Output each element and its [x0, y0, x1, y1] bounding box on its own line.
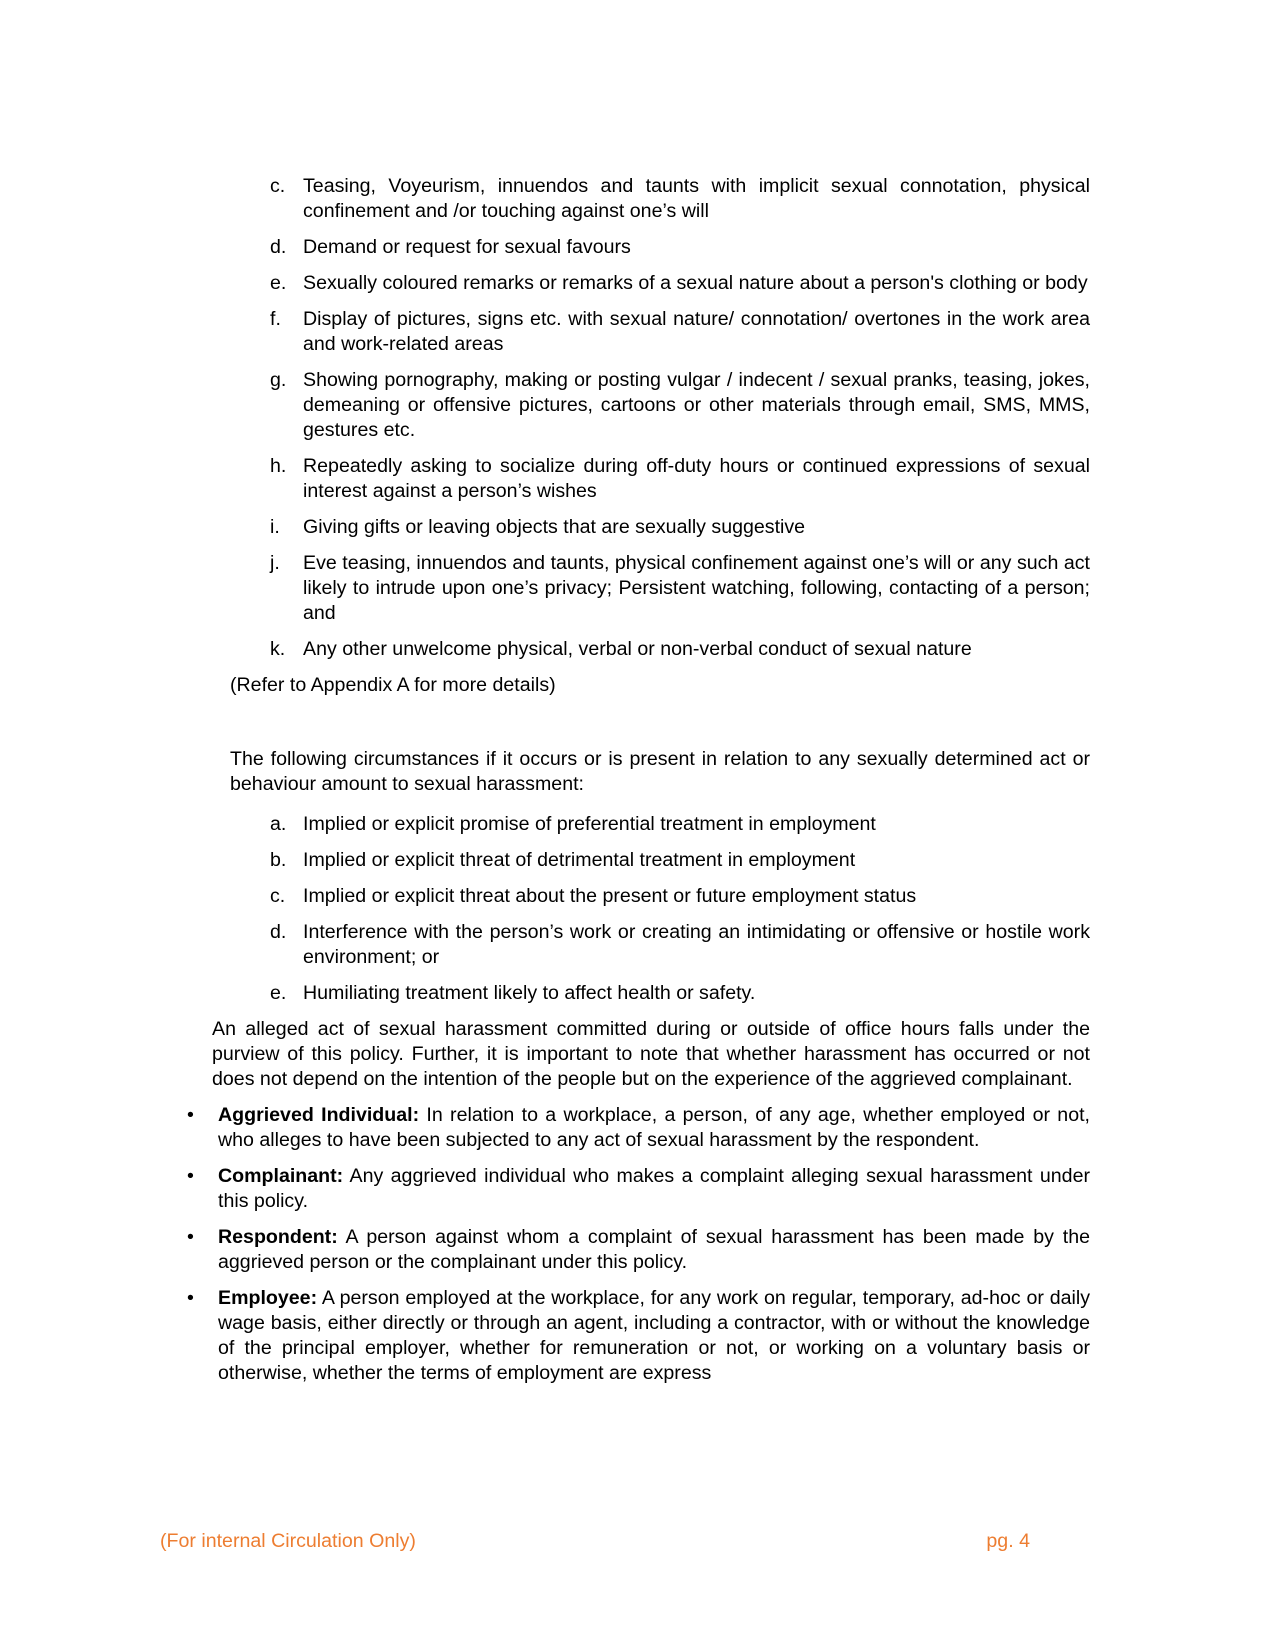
list-item-text: Teasing, Voyeurism, innuendos and taunts with implicit sexual connotation, physical confinement and /or touching against one’s will [303, 175, 1090, 222]
definition-text [218, 1103, 1090, 1153]
definition-term: Complainant: [218, 1165, 344, 1187]
list-item-text: Giving gifts or leaving objects that are sexually suggestive [303, 516, 806, 538]
page-body [187, 174, 1090, 1397]
list-item-d2 [270, 920, 1090, 970]
list-item-text: Display of pictures, signs etc. with sexual nature/ connotation/ overtones in the work area and work-related areas [303, 308, 1090, 355]
definition-text [218, 1164, 1090, 1214]
list-item-text: Demand or request for sexual favours [303, 236, 631, 258]
list-item-marker: f. [270, 308, 281, 330]
list-item-marker: i. [270, 516, 280, 538]
list-item-d [270, 235, 1090, 260]
list-item-text: Humiliating treatment likely to affect health or safety. [303, 982, 756, 1004]
definition-term: Aggrieved Individual: [218, 1104, 420, 1126]
list-item-f [270, 307, 1090, 357]
list-item-text: Implied or explicit threat about the present or future employment status [303, 885, 917, 907]
circumstances-list [187, 812, 1090, 1006]
list-item-text: Implied or explicit promise of preferential treatment in employment [303, 813, 876, 835]
list-item-text: Any other unwelcome physical, verbal or non-verbal conduct of sexual nature [303, 638, 972, 660]
list-item-text: Repeatedly asking to socialize during off-duty hours or continued expressions of sexual interest against a person’s wishes [303, 455, 1090, 502]
list-item-marker: h. [270, 455, 287, 477]
list-item-marker: e. [270, 272, 287, 294]
list-item-text: Eve teasing, innuendos and taunts, physical confinement against one’s will or any such act likely to intrude upon one’s privacy; Persistent watching, following, contacting of a person; and [303, 552, 1090, 624]
footer-circulation-note: (For internal Circulation Only) [160, 1530, 416, 1552]
refer-appendix-note: (Refer to Appendix A for more details) [230, 674, 556, 696]
list-item-text: Showing pornography, making or posting vulgar / indecent / sexual pranks, teasing, jokes, demeaning or offensive pictures, cartoons or other materials through email, SMS, MMS, gestures etc. [303, 369, 1090, 441]
list-item-j [270, 551, 1090, 626]
alleged-act-paragraph: An alleged act of sexual harassment committed during or outside of office hours falls under the purview of this policy. Further, it is important to note that whether harassment has occurred or not does not depend on the intention of the people but on the experience of the aggrieved complainant. [212, 1018, 1090, 1090]
definition-body: In relation to a workplace, a person, of any age, whether employed or not, who alleges to have been subjected to any act of sexual harassment by the respondent. [218, 1104, 1090, 1151]
list-item-k [270, 637, 1090, 662]
list-item-marker: c. [270, 885, 286, 907]
circumstances-intro-paragraph: The following circumstances if it occurs or is present in relation to any sexually determined act or behaviour amount to sexual harassment: [230, 748, 1090, 795]
list-item-marker: c. [270, 175, 286, 197]
definition-body: A person against whom a complaint of sexual harassment has been made by the aggrieved person or the complainant under this policy. [218, 1226, 1090, 1273]
page-number: pg. 4 [986, 1530, 1030, 1552]
definition-employee [187, 1286, 1090, 1386]
bullet-icon: • [187, 1287, 194, 1309]
list-item-e2 [270, 981, 1090, 1006]
list-item-text: Sexually coloured remarks or remarks of a sexual nature about a person's clothing or body [303, 272, 1088, 294]
list-item-i [270, 515, 1090, 540]
bullet-icon: • [187, 1104, 194, 1126]
definition-text [218, 1286, 1090, 1386]
definition-aggrieved-individual [187, 1103, 1090, 1153]
definition-body: A person employed at the workplace, for any work on regular, temporary, ad-hoc or daily wage basis, either directly or through an agent, including a contractor, with or without the knowledge of the principal employer, whether for remuneration or not, or working on a voluntary basis or otherwise, whether the terms of employment are express [218, 1287, 1090, 1384]
list-item-marker: d. [270, 236, 287, 258]
list-item-marker: d. [270, 921, 287, 943]
list-item-b [270, 848, 1090, 873]
page-footer [160, 1529, 1030, 1554]
bullet-icon: • [187, 1165, 194, 1187]
definition-term: Respondent: [218, 1226, 338, 1248]
list-item-marker: e. [270, 982, 287, 1004]
list-item-c2 [270, 884, 1090, 909]
list-item-e [270, 271, 1090, 296]
list-item-marker: b. [270, 849, 287, 871]
list-item-marker: k. [270, 638, 286, 660]
list-item-c [270, 174, 1090, 224]
definition-complainant [187, 1164, 1090, 1214]
list-item-text: Implied or explicit threat of detrimental treatment in employment [303, 849, 856, 871]
definition-body: Any aggrieved individual who makes a complaint alleging sexual harassment under this policy. [218, 1165, 1090, 1212]
list-item-marker: g. [270, 369, 287, 391]
bullet-icon: • [187, 1226, 194, 1248]
list-item-h [270, 454, 1090, 504]
list-item-a [270, 812, 1090, 837]
definition-respondent [187, 1225, 1090, 1275]
definition-text [218, 1225, 1090, 1275]
list-item-g [270, 368, 1090, 443]
definition-term: Employee: [218, 1287, 318, 1309]
list-item-marker: a. [270, 813, 287, 835]
list-item-text: Interference with the person’s work or creating an intimidating or offensive or hostile work environment; or [303, 921, 1090, 968]
list-item-marker: j. [270, 552, 280, 574]
